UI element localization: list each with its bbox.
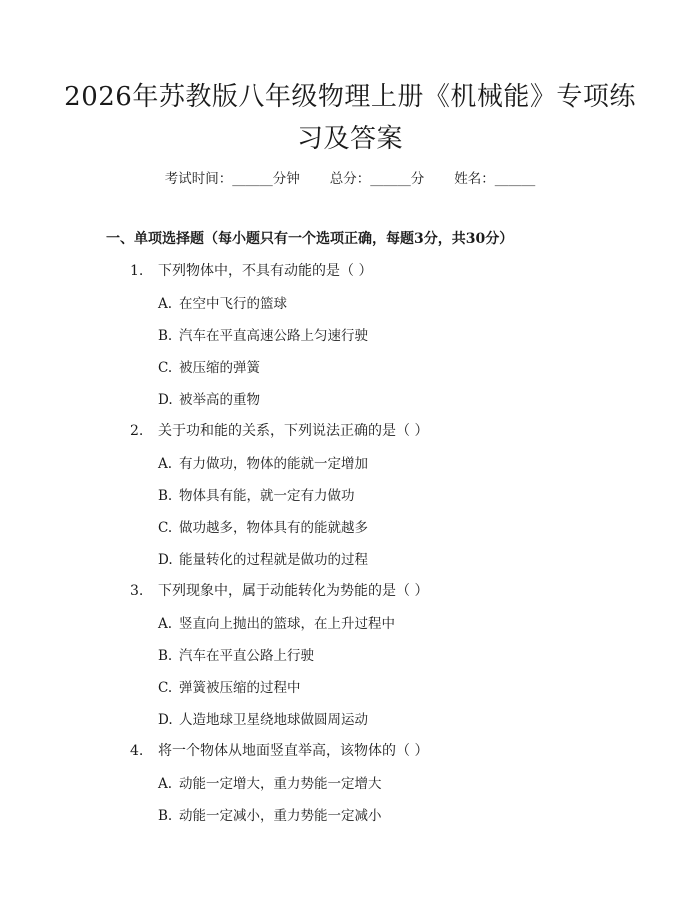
option-letter: B.: [158, 808, 173, 824]
question-2: [130, 420, 428, 440]
option-3d: [158, 708, 368, 728]
option-text: 在空中飞行的篮球: [179, 296, 287, 312]
option-3b: [158, 644, 314, 664]
option-letter: B.: [158, 488, 173, 504]
section-heading: 一、单项选择题（每小题只有一个选项正确，每题3分，共30分）: [106, 231, 514, 247]
option-letter: A.: [158, 776, 173, 792]
option-text: 弹簧被压缩的过程中: [179, 680, 301, 696]
option-text: 被举高的重物: [179, 392, 260, 408]
question-number: 3.: [130, 583, 144, 599]
option-letter: B.: [158, 648, 173, 664]
option-letter: C.: [158, 360, 173, 376]
question-text: 下列物体中，不具有动能的是（ ）: [158, 263, 373, 279]
option-letter: A.: [158, 616, 173, 632]
option-letter: A.: [158, 296, 173, 312]
option-4b: [158, 804, 382, 824]
question-number: 4.: [130, 743, 144, 759]
question-4: [130, 740, 428, 760]
exam-score: 总分：______分: [329, 171, 425, 187]
option-letter: C.: [158, 520, 173, 536]
page-title: 2026年苏教版八年级物理上册《机械能》专项练习及答案: [64, 82, 636, 154]
option-1c: [158, 356, 260, 376]
option-text: 做功越多，物体具有的能就越多: [179, 520, 368, 536]
option-text: 被压缩的弹簧: [179, 360, 260, 376]
question-text: 将一个物体从地面竖直举高，该物体的（ ）: [158, 743, 429, 759]
question-number: 1.: [130, 263, 144, 279]
option-text: 物体具有能，就一定有力做功: [179, 488, 355, 504]
option-2a: [158, 452, 368, 472]
student-name: 姓名：______: [454, 171, 536, 187]
option-2c: [158, 516, 368, 536]
option-letter: C.: [158, 680, 173, 696]
option-2d: [158, 548, 368, 568]
question-number: 2.: [130, 423, 144, 439]
option-letter: B.: [158, 328, 173, 344]
option-text: 有力做功，物体的能就一定增加: [179, 456, 368, 472]
option-text: 汽车在平直公路上行驶: [179, 648, 314, 664]
exam-meta: [0, 167, 700, 187]
option-text: 人造地球卫星绕地球做圆周运动: [179, 712, 368, 728]
question-text: 下列现象中，属于动能转化为势能的是（ ）: [158, 583, 429, 599]
option-text: 竖直向上抛出的篮球，在上升过程中: [179, 616, 395, 632]
question-1: [130, 260, 372, 280]
option-1a: [158, 292, 287, 312]
exam-time: 考试时间：______分钟: [164, 171, 300, 187]
option-4a: [158, 772, 382, 792]
option-text: 汽车在平直高速公路上匀速行驶: [179, 328, 368, 344]
option-3c: [158, 676, 301, 696]
option-text: 动能一定减小，重力势能一定减小: [179, 808, 382, 824]
question-3: [130, 580, 428, 600]
option-text: 能量转化的过程就是做功的过程: [179, 552, 368, 568]
option-letter: D.: [158, 712, 173, 728]
question-text: 关于功和能的关系，下列说法正确的是（ ）: [158, 423, 429, 439]
option-letter: A.: [158, 456, 173, 472]
option-3a: [158, 612, 395, 632]
option-letter: D.: [158, 392, 173, 408]
option-text: 动能一定增大，重力势能一定增大: [179, 776, 382, 792]
option-1b: [158, 324, 368, 344]
option-2b: [158, 484, 355, 504]
option-1d: [158, 388, 260, 408]
option-letter: D.: [158, 552, 173, 568]
